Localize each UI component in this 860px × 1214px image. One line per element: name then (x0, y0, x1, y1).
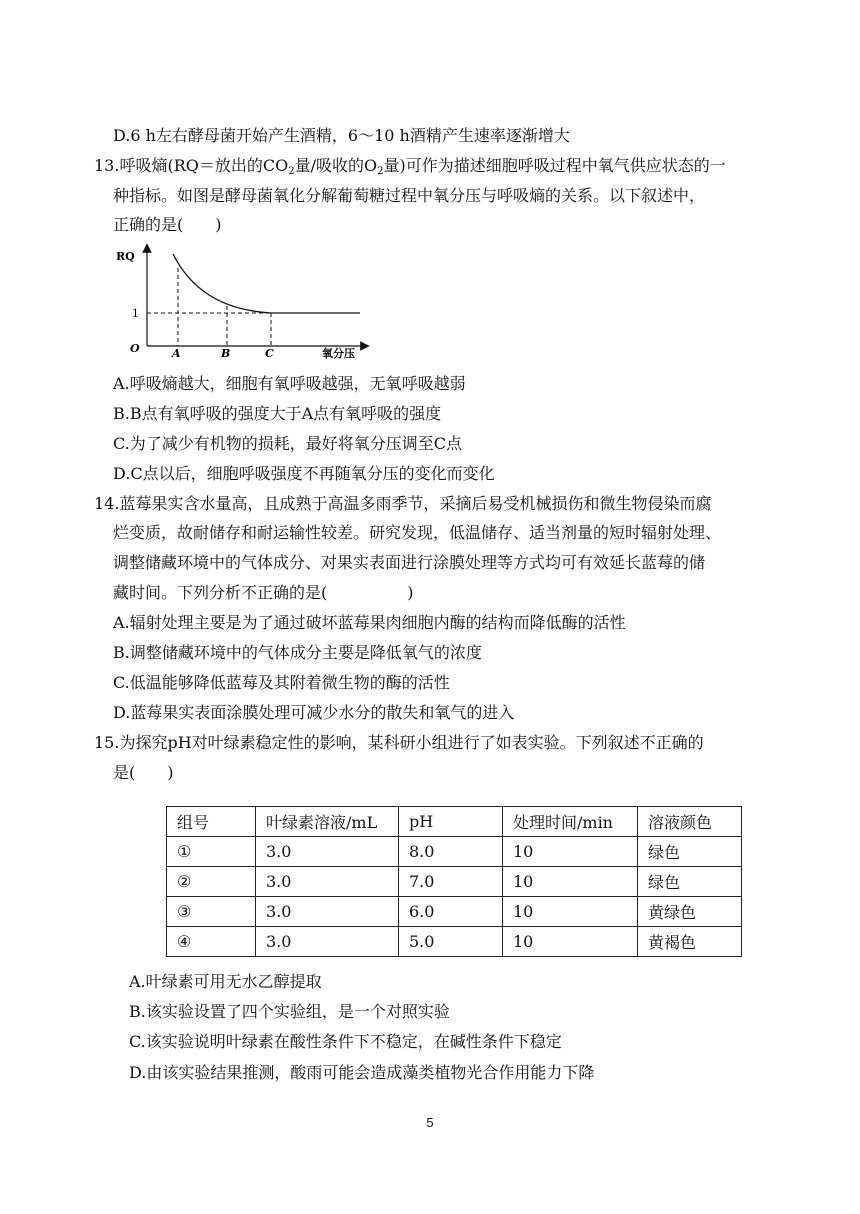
q13-sub-o2: 2 (377, 166, 384, 177)
table-row (167, 897, 742, 927)
table-header-cell: 溶液颜色 (638, 807, 742, 837)
option-14-d: D.蓝莓果实表面涂膜处理可减少水分的散失和氧气的进入 (113, 703, 515, 722)
y-axis-label: RQ (116, 250, 135, 263)
table-header-row (167, 807, 742, 837)
table-cell: 6.0 (399, 897, 503, 927)
table-header-cell: pH (399, 807, 503, 837)
option-14-b: B.调整储藏环境中的气体成分主要是降低氧气的浓度 (113, 643, 482, 662)
option-15-d: D.由该实验结果推测，酸雨可能会造成藻类植物光合作用能力下降 (129, 1063, 595, 1082)
table-cell: 黄褐色 (638, 927, 742, 957)
table-header-cell: 处理时间/min (503, 807, 638, 837)
table-cell: ④ (167, 927, 256, 957)
table-cell: 3.0 (256, 897, 399, 927)
table-cell: 10 (503, 927, 638, 957)
table-cell: 3.0 (256, 837, 399, 867)
q13-text-mid: 量/吸收的O (294, 156, 378, 175)
table-cell: 7.0 (399, 867, 503, 897)
option-14-c: C.低温能够降低蓝莓及其附着微生物的酶的活性 (113, 673, 450, 692)
table-cell: 绿色 (638, 867, 742, 897)
option-15-b: B.该实验设置了四个实验组，是一个对照实验 (129, 1002, 450, 1021)
table-cell: 10 (503, 867, 638, 897)
table-row (167, 927, 742, 957)
x-axis-label: 氧分压 (322, 347, 355, 360)
page-number: 5 (426, 1115, 434, 1130)
table-header-cell: 组号 (167, 807, 256, 837)
table-cell: 3.0 (256, 927, 399, 957)
option-15-a: A.叶绿素可用无水乙醇提取 (129, 972, 322, 991)
question-14-line-4: 藏时间。下列分析不正确的是( ) (113, 583, 414, 602)
option-15-c: C.该实验说明叶绿素在酸性条件下不稳定，在碱性条件下稳定 (129, 1032, 562, 1051)
point-label-a: A (172, 347, 181, 360)
option-13-a: A.呼吸熵越大，细胞有氧呼吸越强，无氧呼吸越弱 (113, 374, 466, 393)
table-row (167, 837, 742, 867)
table-cell: 5.0 (399, 927, 503, 957)
question-13-line-3: 正确的是( ) (113, 215, 222, 234)
option-14-a: A.辐射处理主要是为了通过破坏蓝莓果肉细胞内酶的结构而降低酶的活性 (113, 613, 626, 632)
table-cell: ① (167, 837, 256, 867)
q13-text-post: 量)可作为描述细胞呼吸过程中氧气供应状态的一 (383, 156, 726, 175)
option-13-b: B.B点有氧呼吸的强度大于A点有氧呼吸的强度 (113, 404, 442, 423)
question-14-line-3: 调整储藏环境中的气体成分、对果实表面进行涂膜处理等方式均可有效延长蓝莓的储 (113, 553, 706, 572)
option-13-d: D.C点以后，细胞呼吸强度不再随氧分压的变化而变化 (113, 464, 495, 483)
question-15-line-1: 15.为探究pH对叶绿素稳定性的影响，某科研小组进行了如表实验。下列叙述不正确的 (94, 733, 704, 752)
rq-curve (173, 254, 360, 313)
option-12-d: D.6 h左右酵母菌开始产生酒精，6～10 h酒精产生速率逐渐增大 (113, 126, 570, 145)
question-14-line-2: 烂变质，故耐储存和耐运输性较差。研究发现，低温储存、适当剂量的短时辐射处理、 (113, 523, 722, 542)
question-13-line-2: 种指标。如图是酵母菌氧化分解葡萄糖过程中氧分压与呼吸熵的关系。以下叙述中， (113, 186, 706, 205)
table-cell: 10 (503, 897, 638, 927)
q13-text-pre: 13.呼吸熵(RQ＝放出的CO (94, 156, 289, 175)
origin-label: O (130, 342, 140, 355)
question-15-line-2: 是( ) (113, 763, 174, 782)
y-tick-label: 1 (132, 307, 139, 320)
rq-chart (110, 240, 380, 365)
question-13-line-1 (94, 155, 726, 183)
point-label-c: C (265, 347, 274, 360)
table-header-cell: 叶绿素溶液/mL (256, 807, 399, 837)
table-cell: 黄绿色 (638, 897, 742, 927)
point-label-b: B (221, 347, 231, 360)
option-13-c: C.为了减少有机物的损耗，最好将氧分压调至C点 (113, 434, 463, 453)
table-cell: 8.0 (399, 837, 503, 867)
q13-sub-co2: 2 (288, 166, 295, 177)
table-row (167, 867, 742, 897)
ph-experiment-table (166, 806, 742, 957)
table-cell: ② (167, 867, 256, 897)
table-cell: ③ (167, 897, 256, 927)
question-14-line-1: 14.蓝莓果实含水量高，且成熟于高温多雨季节，采摘后易受机械损伤和微生物侵染而腐 (94, 494, 712, 513)
table-cell: 3.0 (256, 867, 399, 897)
table-cell: 10 (503, 837, 638, 867)
table-cell: 绿色 (638, 837, 742, 867)
